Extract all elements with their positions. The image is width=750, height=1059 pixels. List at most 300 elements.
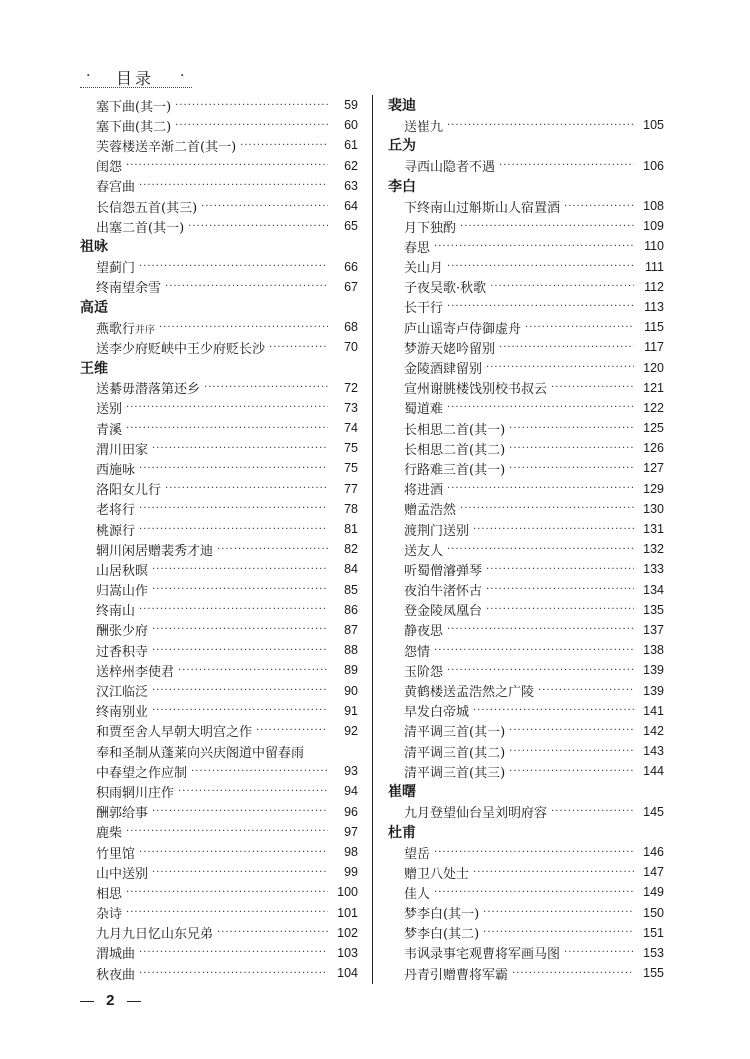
toc-entry-title-text: 蜀道难 <box>404 402 444 418</box>
toc-entry[interactable] <box>80 176 358 196</box>
toc-entry[interactable] <box>388 882 664 902</box>
toc-entry[interactable] <box>388 680 664 700</box>
dot-leader <box>447 483 634 494</box>
toc-page-number: 78 <box>344 501 358 516</box>
toc-entry-title <box>96 338 265 357</box>
toc-entry[interactable] <box>80 660 358 680</box>
dot-leader <box>564 201 634 212</box>
toc-entry-title-text: 将进酒 <box>404 483 444 499</box>
toc-page-number: 147 <box>643 865 664 880</box>
toc-entry-title-text: 梦李白(其二) <box>404 927 480 943</box>
toc-entry-title <box>96 156 122 175</box>
toc-entry[interactable] <box>80 802 358 822</box>
toc-entry-title <box>96 560 148 579</box>
toc-entry[interactable] <box>80 721 358 741</box>
toc-entry[interactable] <box>80 398 358 418</box>
toc-entry[interactable] <box>80 903 358 923</box>
dot-leader <box>509 725 634 736</box>
toc-entry-title-text: 西施咏 <box>96 462 136 478</box>
toc-entry[interactable] <box>388 963 664 983</box>
dot-leader <box>152 806 328 817</box>
toc-entry-title-text: 送李少府贬峡中王少府贬长沙 <box>96 341 266 357</box>
toc-entry-title <box>96 459 135 478</box>
toc-left-column <box>80 95 358 984</box>
dot-leader <box>152 584 328 595</box>
toc-entry-title-text: 相思 <box>96 886 123 902</box>
dot-leader <box>447 120 634 131</box>
toc-page-number: 62 <box>344 158 358 173</box>
toc-entry-title <box>96 661 174 680</box>
toc-entry-title-text: 山中送别 <box>96 866 149 882</box>
dot-leader <box>191 766 328 777</box>
toc-entry[interactable] <box>388 923 664 943</box>
toc-entry-title-text: 山居秋暝 <box>96 563 149 579</box>
toc-entry[interactable] <box>80 963 358 983</box>
toc-entry-title <box>404 439 505 458</box>
toc-page-number: 113 <box>644 299 664 314</box>
dot-leader <box>473 867 634 878</box>
toc-entry[interactable] <box>388 418 664 438</box>
toc-entry-note: 并序 <box>135 324 156 336</box>
toc-entry[interactable] <box>80 458 358 478</box>
toc-entry-title-text: 赠卫八处士 <box>404 866 470 882</box>
toc-entry[interactable] <box>388 378 664 398</box>
toc-page-number: 92 <box>344 723 358 738</box>
dot-leader <box>139 503 328 514</box>
toc-entry-title-text: 宣州谢朓楼饯别校书叔云 <box>404 382 548 398</box>
toc-entry-title <box>404 499 456 518</box>
dot-leader <box>486 362 634 373</box>
toc-page-number: 111 <box>644 259 664 274</box>
toc-entry[interactable] <box>388 842 664 862</box>
toc-page-number: 97 <box>344 824 358 839</box>
toc-entry[interactable] <box>388 156 664 176</box>
toc-entry[interactable] <box>388 499 664 519</box>
toc-entry-title-text: 桃源行 <box>96 523 136 539</box>
toc-entry[interactable] <box>80 115 358 135</box>
toc-entry[interactable] <box>80 378 358 398</box>
toc-entry-title <box>404 721 505 740</box>
toc-entry[interactable] <box>80 438 358 458</box>
toc-entry[interactable] <box>80 580 358 600</box>
toc-entry-title <box>404 560 482 579</box>
toc-entry[interactable] <box>388 337 664 357</box>
toc-entry-title <box>96 782 174 801</box>
toc-entry[interactable] <box>80 781 358 801</box>
header-rule <box>80 87 192 88</box>
toc-entry-title <box>404 297 443 316</box>
toc-entry[interactable] <box>388 317 664 337</box>
toc-entry-title <box>96 762 187 781</box>
dot-leader <box>564 947 634 958</box>
toc-entry-title-text: 送友人 <box>404 543 444 559</box>
toc-entry[interactable] <box>80 741 358 761</box>
toc-author-heading: 裴迪 <box>388 98 416 115</box>
toc-entry[interactable] <box>80 196 358 216</box>
toc-page-number: 146 <box>643 845 664 860</box>
toc-page-number: 134 <box>643 582 664 597</box>
toc-entry[interactable] <box>388 640 664 660</box>
toc-entry-title <box>404 540 443 559</box>
toc-page-number: 82 <box>344 542 358 557</box>
toc-entry-title-text: 子夜吴歌·秋歌 <box>404 281 487 297</box>
toc-entry-title <box>96 540 213 559</box>
toc-entry-title-text: 中春望之作应制 <box>96 765 188 781</box>
toc-entry-title-text: 塞下曲(其二) <box>96 119 172 135</box>
toc-page-number: 151 <box>643 925 664 940</box>
toc-entry-title-text: 望岳 <box>404 846 431 862</box>
dot-leader <box>483 907 634 918</box>
toc-entry[interactable] <box>388 458 664 478</box>
toc-entry-title-text: 望蓟门 <box>96 261 136 277</box>
toc-entry[interactable] <box>80 842 358 862</box>
toc-entry-title-text: 清平调三首(其一) <box>404 725 506 741</box>
toc-entry-title-text: 夜泊牛渚怀古 <box>404 584 483 600</box>
toc-entry-title-text: 赠孟浩然 <box>404 503 457 519</box>
toc-entry[interactable] <box>388 438 664 458</box>
toc-entry-title-text: 送崔九 <box>404 119 444 135</box>
toc-page-number: 142 <box>643 723 664 738</box>
toc-entry[interactable] <box>388 479 664 499</box>
toc-page-number: 122 <box>643 400 664 415</box>
toc-page-number: 101 <box>337 905 358 920</box>
toc-page-number: 74 <box>344 421 358 436</box>
dot-leader <box>139 968 328 979</box>
toc-page-number: 125 <box>643 421 664 436</box>
dot-leader <box>434 887 634 898</box>
toc-entry-title <box>404 378 547 397</box>
toc-page-number: 75 <box>344 461 358 476</box>
toc-page-number: 141 <box>643 703 664 718</box>
toc-author-heading: 丘为 <box>388 138 416 155</box>
dot-leader <box>509 746 634 757</box>
toc-entry-title <box>404 520 469 539</box>
toc-entry[interactable] <box>388 297 664 317</box>
toc-page-number: 91 <box>344 703 358 718</box>
toc-entry-title <box>96 116 171 135</box>
toc-entry-title-text: 塞下曲(其一) <box>96 99 172 115</box>
toc-entry[interactable] <box>80 600 358 620</box>
toc-entry[interactable] <box>388 802 664 822</box>
toc-entry[interactable] <box>388 539 664 559</box>
toc-entry[interactable] <box>80 680 358 700</box>
page-footer <box>80 992 141 1014</box>
dot-leader <box>525 322 634 333</box>
toc-entry-title <box>96 378 200 397</box>
toc-entry[interactable] <box>80 216 358 236</box>
toc-page-number: 145 <box>643 804 664 819</box>
toc-entry-title <box>404 923 479 942</box>
toc-page-number: 87 <box>344 622 358 637</box>
toc-entry[interactable] <box>388 701 664 721</box>
toc-entry-title <box>404 318 521 337</box>
toc-page-number: 68 <box>344 320 358 335</box>
toc-entry-title-text: 鹿柴 <box>96 826 123 842</box>
toc-entry[interactable] <box>80 95 358 115</box>
toc-entry-title-text: 青溪 <box>96 422 123 438</box>
toc-entry-title <box>96 600 135 619</box>
toc-page-number: 108 <box>643 199 664 214</box>
toc-entry-title <box>404 580 482 599</box>
toc-page-number: 117 <box>644 340 664 355</box>
toc-entry[interactable] <box>80 479 358 499</box>
toc-entry-title <box>404 419 505 438</box>
toc-entry-title-text: 和贾至舍人早朝大明宫之作 <box>96 725 253 741</box>
running-header <box>80 66 192 90</box>
toc-entry-title <box>96 398 122 417</box>
toc-entry-title-text: 关山月 <box>404 261 444 277</box>
dot-leader <box>447 261 634 272</box>
toc-entry-title-text: 终南望余雪 <box>96 281 162 297</box>
dot-leader <box>139 180 328 191</box>
toc-entry-title-text: 清平调三首(其二) <box>404 745 506 761</box>
toc-entry[interactable] <box>388 196 664 216</box>
toc-entry-title-text: 九月九日忆山东兄弟 <box>96 927 214 943</box>
toc-entry[interactable] <box>80 640 358 660</box>
toc-page-number: 139 <box>643 683 664 698</box>
toc-entry-title-text: 渭城曲 <box>96 947 136 963</box>
toc-page-number: 139 <box>643 663 664 678</box>
dot-leader <box>159 322 328 333</box>
toc-entry-title-text: 长信怨五首(其三) <box>96 200 198 216</box>
toc-page-number: 110 <box>644 239 664 254</box>
toc-entry-title <box>404 641 430 660</box>
toc-page-number: 135 <box>643 602 664 617</box>
footer-dash-right <box>127 1001 141 1002</box>
toc-entry-title <box>96 96 171 115</box>
toc-page-number: 98 <box>344 845 358 860</box>
toc-entry[interactable] <box>388 943 664 963</box>
toc-entry-title <box>404 883 430 902</box>
toc-entry-title <box>96 257 135 276</box>
toc-entry-title <box>96 843 135 862</box>
toc-entry[interactable] <box>80 862 358 882</box>
toc-entry[interactable] <box>388 741 664 761</box>
toc-entry[interactable] <box>388 216 664 236</box>
toc-entry-title <box>96 520 135 539</box>
toc-entry-title <box>404 903 479 922</box>
toc-page-number: 96 <box>344 804 358 819</box>
toc-entry[interactable] <box>80 418 358 438</box>
toc-entry[interactable] <box>388 721 664 741</box>
toc-entry-title <box>404 742 505 761</box>
toc-page-number: 72 <box>344 380 358 395</box>
toc-page-number: 150 <box>643 905 664 920</box>
toc-entry[interactable] <box>80 156 358 176</box>
toc-entry[interactable] <box>80 822 358 842</box>
dot-leader <box>509 443 634 454</box>
toc-entry[interactable] <box>80 882 358 902</box>
toc-entry-title <box>96 742 304 761</box>
dot-leader <box>152 867 328 878</box>
toc-entry-title-text: 送綦毋潜落第还乡 <box>96 382 201 398</box>
dot-leader <box>551 382 634 393</box>
toc-entry-title <box>404 762 505 781</box>
toc-entry-title-text: 长相思二首(其一) <box>404 422 506 438</box>
toc-page-number: 153 <box>643 945 664 960</box>
toc-entry[interactable] <box>388 761 664 781</box>
toc-entry[interactable] <box>388 559 664 579</box>
toc-entry-title <box>96 923 213 942</box>
toc-entry-title <box>404 863 469 882</box>
toc-entry-title-text: 梦李白(其一) <box>404 907 480 923</box>
toc-page-number: 93 <box>344 764 358 779</box>
toc-page-number: 127 <box>643 461 664 476</box>
dot-leader <box>201 201 328 212</box>
toc-entry-title-text: 黄鹤楼送孟浩然之广陵 <box>404 685 535 701</box>
toc-entry-title-text: 玉阶怨 <box>404 664 444 680</box>
toc-page-number: 77 <box>344 481 358 496</box>
header-dot-right: · <box>180 68 185 84</box>
dot-leader <box>499 160 634 171</box>
dot-leader <box>434 847 634 858</box>
toc-page-number: 155 <box>643 966 664 981</box>
toc-entry-title <box>96 883 122 902</box>
toc-entry-title-text: 杂诗 <box>96 907 123 923</box>
toc-entry-title <box>96 964 135 983</box>
toc-entry[interactable] <box>80 620 358 640</box>
toc-page-number: 73 <box>344 400 358 415</box>
toc-page-number: 138 <box>643 643 664 658</box>
toc-entry-title-text: 长相思二首(其二) <box>404 442 506 458</box>
toc-entry[interactable] <box>388 236 664 256</box>
toc-entry-title <box>404 257 443 276</box>
toc-entry-title-text: 丹青引赠曹将军霸 <box>404 967 509 983</box>
toc-entry[interactable] <box>80 923 358 943</box>
toc-entry[interactable] <box>388 620 664 640</box>
toc-entry[interactable] <box>80 337 358 357</box>
dot-leader <box>512 968 634 979</box>
dot-leader <box>188 221 328 232</box>
toc-entry-title <box>404 701 469 720</box>
toc-entry-title <box>96 439 148 458</box>
toc-entry[interactable] <box>80 519 358 539</box>
toc-entry-title-text: 春宫曲 <box>96 180 136 196</box>
toc-author-heading: 王维 <box>80 360 108 377</box>
toc-entry[interactable] <box>388 357 664 377</box>
toc-page-number: 103 <box>337 945 358 960</box>
toc-entry-title-text: 竹里馆 <box>96 846 136 862</box>
toc-entry[interactable] <box>388 277 664 297</box>
toc-entry-title-text: 闺怨 <box>96 160 123 176</box>
toc-entry[interactable] <box>388 600 664 620</box>
toc-entry-title <box>96 681 148 700</box>
toc-entry[interactable] <box>388 519 664 539</box>
dot-leader <box>152 564 328 575</box>
toc-page-number: 65 <box>344 219 358 234</box>
toc-entry-title-text: 酬郭给事 <box>96 806 149 822</box>
toc-page-number: 126 <box>643 441 664 456</box>
toc-entry-title <box>96 580 148 599</box>
toc-entry[interactable] <box>80 499 358 519</box>
toc-entry[interactable] <box>388 580 664 600</box>
toc-page-number: 60 <box>344 118 358 133</box>
toc-entry-title-text: 佳人 <box>404 886 431 902</box>
toc-entry-title <box>404 620 443 639</box>
toc-entry[interactable] <box>80 559 358 579</box>
toc-entry[interactable] <box>388 257 664 277</box>
dot-leader <box>217 544 328 555</box>
toc-page-number: 61 <box>344 138 358 153</box>
toc-entry-title <box>96 176 135 195</box>
dot-leader <box>256 725 328 736</box>
toc-entry[interactable] <box>388 862 664 882</box>
toc-entry-title-text: 积雨辋川庄作 <box>96 785 175 801</box>
toc-entry[interactable] <box>80 317 358 337</box>
toc-page-number: 70 <box>344 340 358 355</box>
dot-leader <box>269 342 328 353</box>
dot-leader <box>165 281 328 292</box>
dot-leader <box>217 927 328 938</box>
toc-page-number: 106 <box>643 158 664 173</box>
toc-entry[interactable] <box>80 943 358 963</box>
toc-entry[interactable] <box>388 903 664 923</box>
toc-author-heading: 祖咏 <box>80 239 108 256</box>
dot-leader <box>483 927 634 938</box>
toc-author-heading: 崔曙 <box>388 784 416 801</box>
dot-leader <box>139 847 328 858</box>
toc-entry[interactable] <box>388 660 664 680</box>
toc-entry[interactable] <box>80 701 358 721</box>
toc-entry-title-text: 送梓州李使君 <box>96 664 175 680</box>
dot-leader <box>152 705 328 716</box>
toc-page-number: 143 <box>643 744 664 759</box>
toc-entry[interactable] <box>388 115 664 135</box>
dot-leader <box>486 564 634 575</box>
page-number: 2 <box>106 992 115 1009</box>
toc-entry-title <box>404 479 443 498</box>
toc-page-number: 129 <box>643 481 664 496</box>
dot-leader <box>447 301 634 312</box>
toc-entry[interactable] <box>80 539 358 559</box>
toc-entry[interactable] <box>80 761 358 781</box>
toc-entry-title-text: 洛阳女儿行 <box>96 483 162 499</box>
toc-entry[interactable] <box>80 257 358 277</box>
toc-entry-title <box>96 620 148 639</box>
toc-entry[interactable] <box>80 135 358 155</box>
toc-entry-title-text: 汉江临泛 <box>96 685 149 701</box>
dot-leader <box>139 604 328 615</box>
toc-page-number: 94 <box>344 784 358 799</box>
dot-leader <box>460 221 634 232</box>
dot-leader <box>204 382 328 393</box>
dot-leader <box>551 806 634 817</box>
toc-entry-title <box>404 398 443 417</box>
toc-page-number: 131 <box>643 522 664 537</box>
toc-entry-title <box>96 802 148 821</box>
toc-entry-title-text: 出塞二首(其一) <box>96 220 185 236</box>
toc-page-number: 81 <box>344 522 358 537</box>
toc-entry-title <box>96 499 135 518</box>
toc-entry-title <box>96 277 161 296</box>
toc-entry-title-text: 送别 <box>96 402 123 418</box>
dot-leader <box>139 261 328 272</box>
dot-leader <box>175 120 328 131</box>
toc-page-number: 85 <box>344 582 358 597</box>
dot-leader <box>473 524 634 535</box>
toc-entry-title <box>96 479 161 498</box>
dot-leader <box>509 423 634 434</box>
toc-entry[interactable] <box>388 398 664 418</box>
toc-page-number: 84 <box>344 562 358 577</box>
toc-entry-title-text: 早发白帝城 <box>404 705 470 721</box>
toc-entry-title <box>96 863 148 882</box>
dot-leader <box>509 766 634 777</box>
dot-leader <box>152 685 328 696</box>
toc-entry-title <box>404 459 505 478</box>
toc-page-number: 63 <box>344 178 358 193</box>
toc-entry[interactable] <box>80 277 358 297</box>
